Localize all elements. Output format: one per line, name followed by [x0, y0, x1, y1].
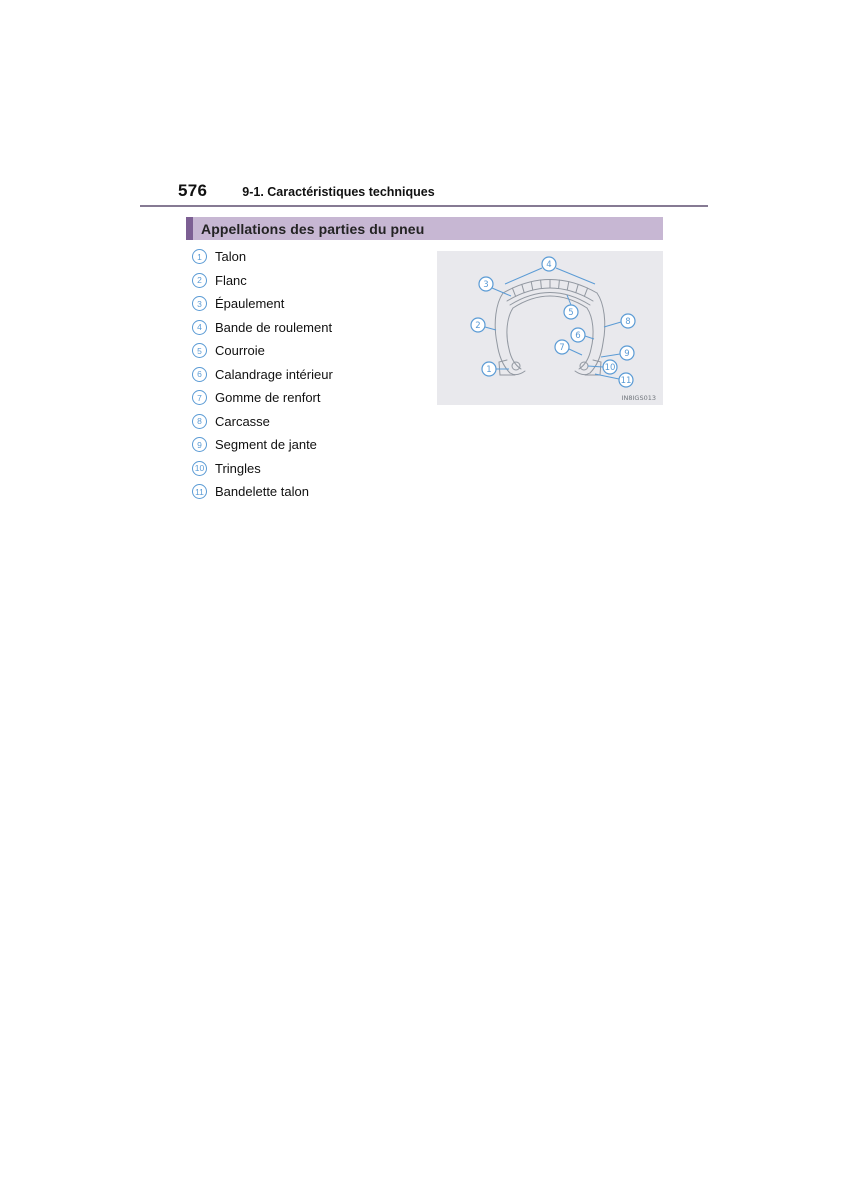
list-item	[192, 386, 333, 410]
svg-text:10: 10	[604, 363, 616, 373]
tire-outline	[495, 280, 605, 376]
tire-cross-section-diagram	[437, 251, 663, 405]
figure-callout-2	[471, 318, 485, 332]
figure-callout-1	[482, 362, 496, 376]
figure-callout-8	[621, 314, 635, 328]
list-item	[192, 316, 333, 340]
tire-diagram-figure	[437, 251, 663, 405]
figure-callout-4	[542, 257, 556, 271]
figure-callout-5	[564, 305, 578, 319]
page-header	[178, 181, 435, 201]
item-label: Talon	[215, 249, 247, 265]
svg-text:5: 5	[568, 308, 574, 318]
list-item	[192, 292, 333, 316]
item-number-badge: 7	[192, 390, 207, 405]
figure-callout-7	[555, 340, 569, 354]
list-item	[192, 410, 333, 434]
list-item	[192, 457, 333, 481]
item-number-badge: 3	[192, 296, 207, 311]
figure-callout-3	[479, 277, 493, 291]
list-item	[192, 480, 333, 504]
item-number-badge: 2	[192, 273, 207, 288]
header-divider	[140, 205, 708, 207]
svg-text:4: 4	[546, 260, 552, 270]
section-title-bar	[186, 217, 663, 240]
item-label: Bandelette talon	[215, 484, 309, 500]
list-item	[192, 245, 333, 269]
svg-text:2: 2	[475, 321, 481, 331]
figure-callout-9	[620, 346, 634, 360]
item-label: Bande de roulement	[215, 319, 333, 335]
item-label: Flanc	[215, 272, 247, 288]
svg-text:9: 9	[624, 349, 630, 359]
list-item	[192, 433, 333, 457]
list-item	[192, 363, 333, 387]
figure-callout-10	[603, 360, 617, 374]
svg-text:3: 3	[483, 280, 489, 290]
section-title-text: Appellations des parties du pneu	[201, 220, 425, 237]
item-number-badge: 11	[192, 484, 207, 499]
svg-text:8: 8	[625, 317, 631, 327]
svg-text:1: 1	[486, 365, 492, 375]
item-number-badge: 8	[192, 414, 207, 429]
page-number: 576	[178, 181, 208, 200]
section-header: 9-1. Caractéristiques techniques	[242, 185, 435, 199]
svg-text:11: 11	[620, 376, 632, 386]
item-number-badge: 4	[192, 320, 207, 335]
item-label: Calandrage intérieur	[215, 366, 333, 382]
tire-parts-list	[192, 245, 333, 504]
list-item	[192, 269, 333, 293]
title-accent-bar	[186, 217, 193, 240]
item-number-badge: 1	[192, 249, 207, 264]
figure-code: IN8IGS013	[621, 394, 656, 402]
item-number-badge: 5	[192, 343, 207, 358]
item-label: Segment de jante	[215, 437, 317, 453]
item-label: Gomme de renfort	[215, 390, 321, 406]
item-number-badge: 6	[192, 367, 207, 382]
svg-text:6: 6	[575, 331, 581, 341]
list-item	[192, 339, 333, 363]
svg-text:7: 7	[559, 343, 565, 353]
item-number-badge: 9	[192, 437, 207, 452]
item-label: Épaulement	[215, 296, 285, 312]
item-number-badge: 10	[192, 461, 207, 476]
item-label: Tringles	[215, 460, 261, 476]
figure-callout-6	[571, 328, 585, 342]
item-label: Courroie	[215, 343, 265, 359]
item-label: Carcasse	[215, 413, 270, 429]
figure-callout-11	[619, 373, 633, 387]
